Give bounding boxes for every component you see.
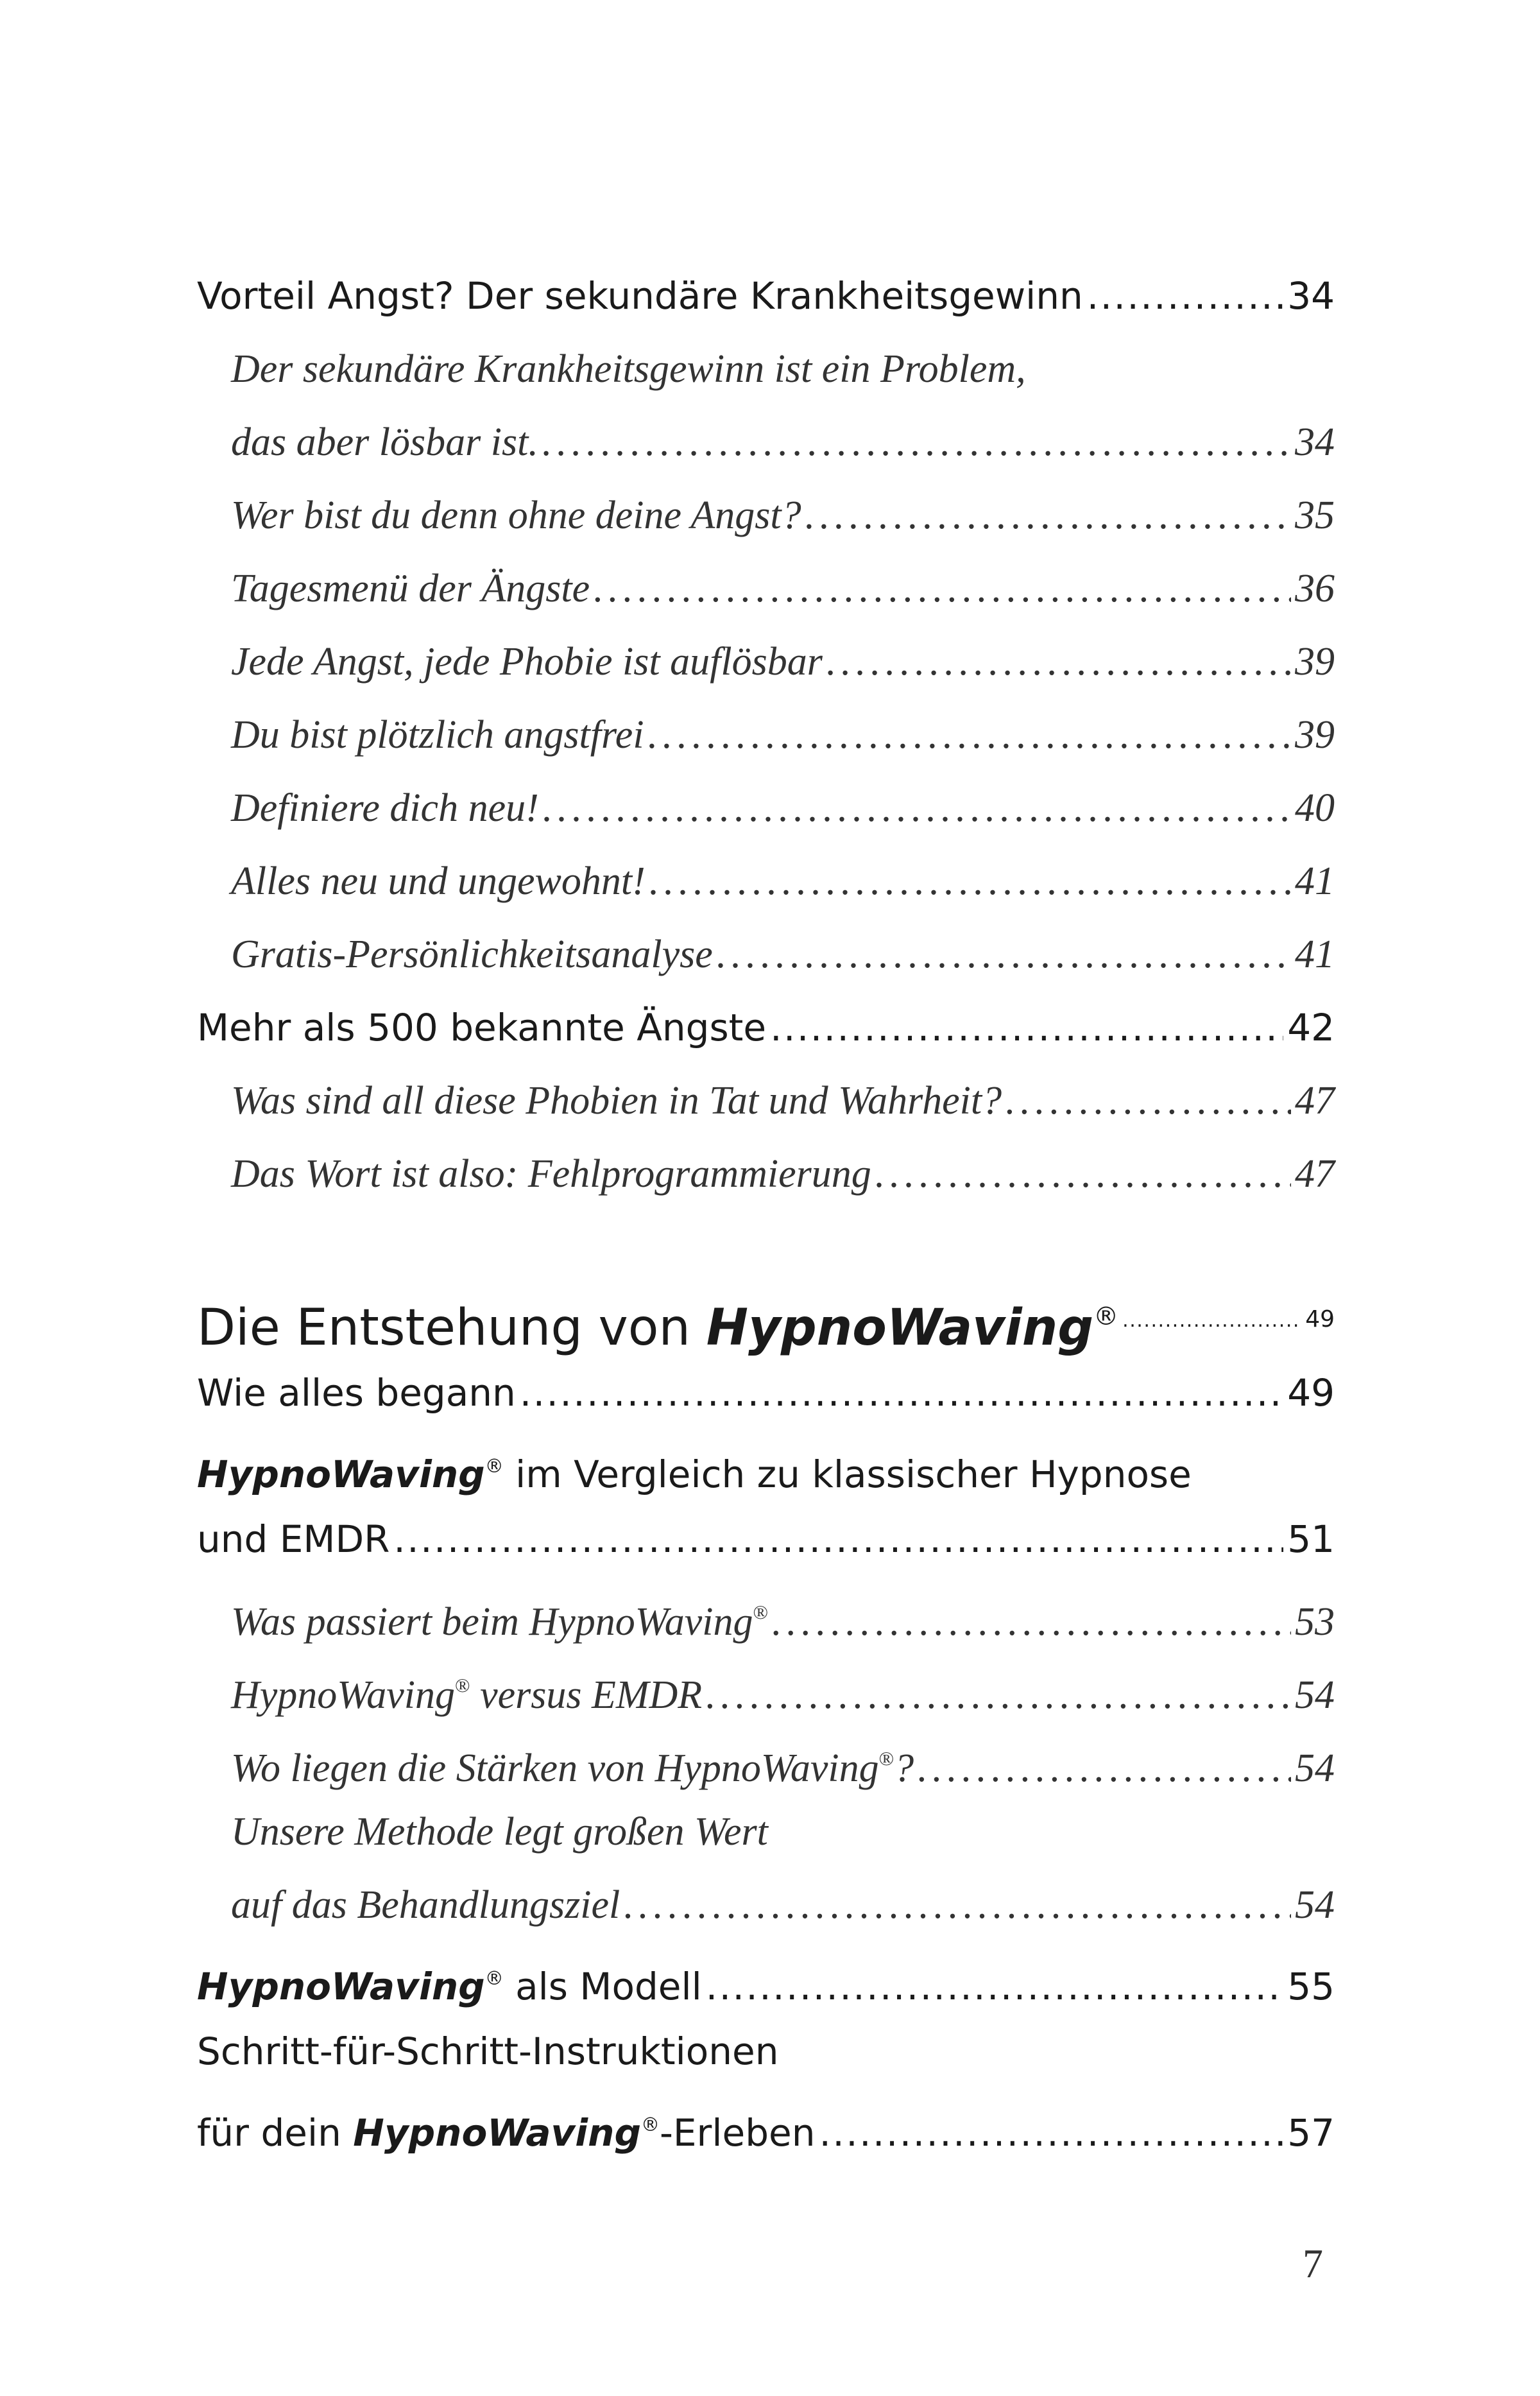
- dot-leader: [393, 1503, 1283, 1576]
- entry-page-number: 53: [1295, 1599, 1335, 1644]
- entry-page-number: 39: [1295, 713, 1335, 757]
- toc-section-entry: [197, 991, 1335, 1064]
- title-text: Wo liegen die Stärken von HypnoWaving: [231, 1746, 879, 1790]
- entry-title: [231, 771, 539, 845]
- entry-title: [231, 332, 1026, 406]
- title-text: das aber lösbar ist.: [231, 420, 538, 464]
- title-text: HypnoWaving: [231, 1673, 455, 1717]
- toc-subsection-entry: [197, 1137, 1335, 1211]
- toc-section-entry: [197, 259, 1335, 332]
- dot-leader: [1005, 1064, 1291, 1137]
- entry-title: [197, 2088, 815, 2169]
- entry-page-number: 49: [1287, 1371, 1335, 1415]
- entry-page-number: 40: [1295, 786, 1335, 830]
- entry-title: [231, 1649, 702, 1732]
- dot-leader: [543, 771, 1291, 845]
- entry-page-number: 34: [1295, 420, 1335, 464]
- title-text: ?: [894, 1746, 914, 1790]
- title-text: HypnoWaving: [197, 1965, 485, 2009]
- toc-subsection-entry: [197, 1576, 1335, 1649]
- entry-page-number: 54: [1295, 1673, 1335, 1717]
- title-text: und EMDR: [197, 1517, 390, 1561]
- title-text: HypnoWaving: [353, 2111, 641, 2155]
- dot-leader: [520, 1356, 1283, 1429]
- entry-page-number: 35: [1295, 494, 1335, 537]
- entry-title: [231, 918, 713, 991]
- title-text: HypnoWaving: [706, 1299, 1094, 1357]
- title-text: HypnoWaving: [197, 1452, 485, 1497]
- entry-title: [231, 1722, 914, 1805]
- entry-title: [231, 625, 823, 698]
- toc-subsection-entry: [197, 332, 1335, 406]
- toc-subsection-entry: [197, 698, 1335, 771]
- entry-title: [231, 1868, 620, 1942]
- title-text: -Erleben: [659, 2111, 816, 2155]
- entry-page-number: 54: [1295, 1746, 1335, 1790]
- dot-leader: [649, 845, 1291, 918]
- entry-page-number: 51: [1287, 1517, 1335, 1561]
- entry-title: [231, 1137, 871, 1211]
- entry-page-number: 57: [1287, 2111, 1335, 2155]
- toc-section-entry: [197, 1429, 1335, 1503]
- title-text: Die Entstehung von: [197, 1299, 706, 1357]
- dot-leader: [770, 991, 1283, 1064]
- toc-section-entry: [197, 1356, 1335, 1429]
- entry-title: [197, 991, 766, 1064]
- registered-mark: ®: [753, 1601, 769, 1623]
- registered-mark: ®: [455, 1674, 470, 1696]
- entry-title: [231, 479, 801, 552]
- dot-leader: [542, 406, 1291, 479]
- title-text: Du bist plötzlich angstfrei: [231, 713, 644, 757]
- table-of-contents: [197, 259, 1335, 2161]
- dot-leader: [706, 1659, 1291, 1732]
- dot-leader: [648, 698, 1291, 771]
- toc-subsection-entry: [197, 1722, 1335, 1795]
- toc-section-entry: [197, 2015, 1335, 2088]
- dot-leader: [875, 1137, 1291, 1211]
- entry-page-number: 39: [1295, 640, 1335, 684]
- toc-section-entry: [197, 1503, 1335, 1576]
- toc-subsection-entry: [197, 479, 1335, 552]
- title-text: Schritt-für-Schritt-Instruktionen: [197, 2030, 779, 2073]
- title-text: Was sind all diese Phobien in Tat und Wahrheit?: [231, 1079, 1002, 1123]
- toc-subsection-entry: [197, 845, 1335, 918]
- entry-title: [231, 1576, 768, 1659]
- page-number: 7: [1303, 2241, 1323, 2286]
- entry-page-number: 49: [1305, 1306, 1335, 1333]
- dot-leader: [594, 552, 1291, 625]
- registered-mark: ®: [484, 1967, 504, 1989]
- title-text: Gratis-Persönlichkeitsanalyse: [231, 933, 713, 976]
- title-text: auf das Behandlungsziel: [231, 1883, 620, 1927]
- dot-leader: [819, 2096, 1283, 2169]
- entry-title: [197, 1356, 516, 1429]
- toc-section-entry: [197, 2088, 1335, 2161]
- title-text: Wie alles begann: [197, 1371, 516, 1415]
- dot-leader: [706, 1950, 1283, 2023]
- title-text: Jede Angst, jede Phobie ist auflösbar: [231, 640, 823, 684]
- toc-section-entry: [197, 1942, 1335, 2015]
- entry-page-number: 41: [1295, 933, 1335, 976]
- dot-leader: [772, 1585, 1291, 1659]
- dot-leader: [1122, 1281, 1301, 1360]
- title-text: Vorteil Angst? Der sekundäre Krankheitsgewinn: [197, 274, 1083, 318]
- dot-leader: [717, 918, 1291, 991]
- title-text: versus EMDR: [470, 1673, 703, 1717]
- toc-subsection-entry: [197, 1868, 1335, 1942]
- entry-title: [197, 1429, 1192, 1511]
- entry-page-number: 41: [1295, 859, 1335, 903]
- dot-leader: [1087, 259, 1283, 332]
- entry-page-number: 54: [1295, 1883, 1335, 1927]
- toc-subsection-entry: [197, 1649, 1335, 1722]
- entry-title: [231, 406, 538, 479]
- entry-page-number: 47: [1295, 1152, 1335, 1196]
- title-text: Der sekundäre Krankheitsgewinn ist ein Problem,: [231, 347, 1026, 391]
- chapter-heading: [197, 1277, 1335, 1356]
- entry-page-number: 55: [1287, 1965, 1335, 2009]
- title-text: Das Wort ist also: Fehlprogrammierung: [231, 1152, 871, 1196]
- toc-subsection-entry: [197, 1064, 1335, 1137]
- title-text: Tagesmenü der Ängste: [231, 567, 590, 610]
- entry-title: [197, 2015, 778, 2088]
- toc-subsection-entry: [197, 625, 1335, 698]
- entry-title: [231, 552, 590, 625]
- toc-subsection-entry: [197, 771, 1335, 845]
- registered-mark: ®: [1093, 1302, 1119, 1331]
- toc-subsection-entry: [197, 552, 1335, 625]
- entry-title: [197, 1503, 389, 1576]
- title-text: Mehr als 500 bekannte Ängste: [197, 1006, 767, 1049]
- entry-title: [231, 845, 646, 918]
- title-text: im Vergleich zu klassischer Hypnose: [503, 1452, 1192, 1497]
- title-text: für dein: [197, 2111, 354, 2155]
- entry-title: [197, 1277, 1118, 1368]
- title-text: als Modell: [503, 1965, 702, 2009]
- title-text: Was passiert beim HypnoWaving: [231, 1599, 753, 1644]
- title-text: Definiere dich neu!: [231, 786, 539, 830]
- entry-page-number: 42: [1287, 1006, 1335, 1049]
- title-text: Alles neu und ungewohnt!: [231, 859, 646, 903]
- toc-subsection-entry: [197, 406, 1335, 479]
- dot-leader: [624, 1868, 1291, 1942]
- entry-title: [197, 1942, 702, 2023]
- entry-title: [231, 698, 644, 771]
- registered-mark: ®: [484, 1455, 504, 1477]
- entry-title: [231, 1064, 1002, 1137]
- title-text: Unsere Methode legt großen Wert: [231, 1810, 768, 1854]
- entry-title: [197, 259, 1083, 332]
- entry-page-number: 36: [1295, 567, 1335, 610]
- entry-page-number: 47: [1295, 1079, 1335, 1123]
- registered-mark: ®: [878, 1747, 894, 1770]
- registered-mark: ®: [640, 2114, 660, 2135]
- dot-leader: [805, 479, 1291, 552]
- toc-subsection-entry: [197, 918, 1335, 991]
- entry-title: [231, 1795, 768, 1868]
- dot-leader: [826, 625, 1291, 698]
- title-text: Wer bist du denn ohne deine Angst?: [231, 494, 801, 537]
- toc-subsection-entry: [197, 1795, 1335, 1868]
- entry-page-number: 34: [1287, 274, 1335, 318]
- dot-leader: [918, 1732, 1291, 1805]
